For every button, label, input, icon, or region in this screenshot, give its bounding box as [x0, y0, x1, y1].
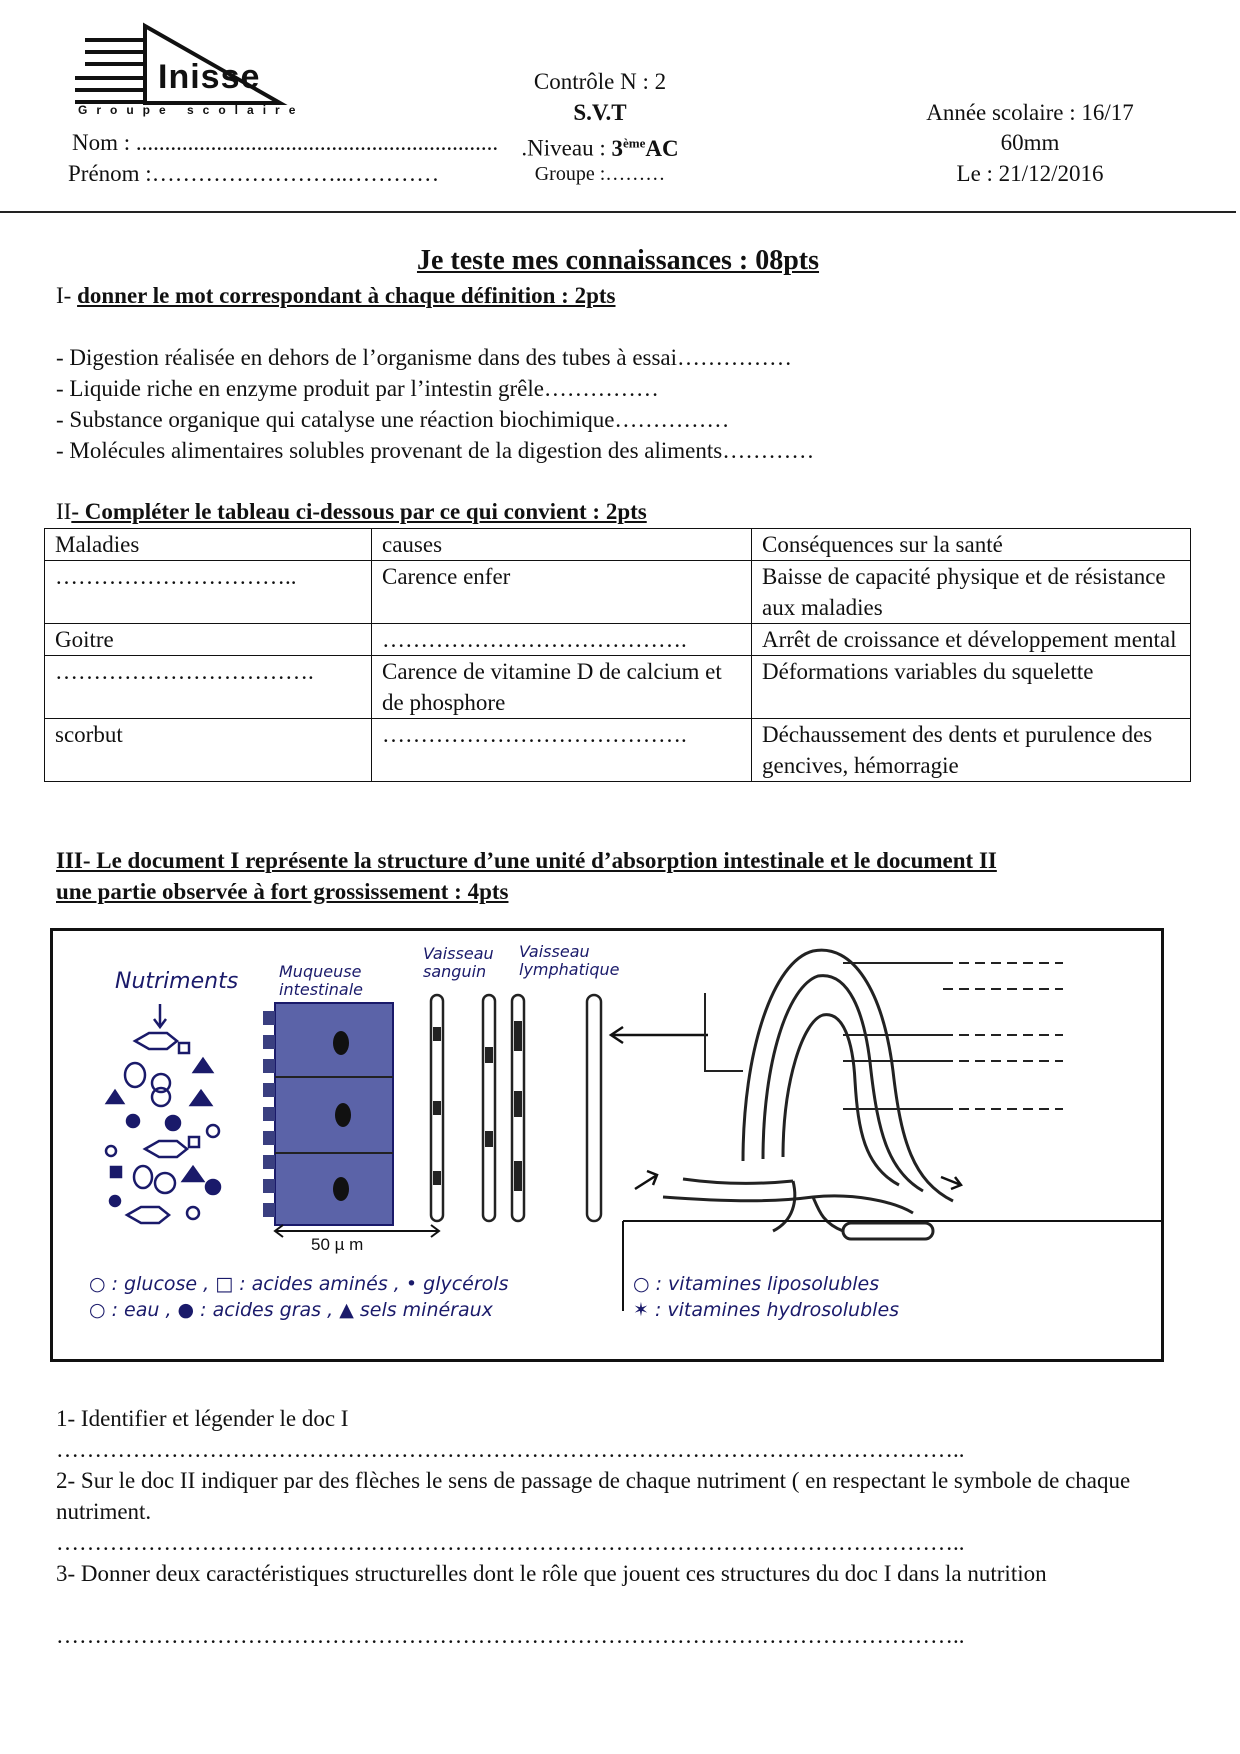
answer-line[interactable]: ………………………………………………………………………………………………………..	[56, 1530, 965, 1555]
prenom-field: Prénom :……………………..…………	[68, 161, 440, 186]
table-row	[45, 561, 1191, 624]
label-vaisseau-lymphatique: Vaisseau lymphatique	[519, 942, 620, 979]
table-cell: …………………………….	[45, 656, 372, 719]
legend-line: ○ : glucose , □ : acides aminés , • glycérols	[89, 1273, 509, 1295]
table-cell: Goitre	[45, 624, 372, 656]
table-cell: scorbut	[45, 719, 372, 782]
school-year: Année scolaire : 16/17	[926, 100, 1134, 125]
controle-number: Contrôle N : 2	[533, 69, 667, 94]
table-cell: Carence de vitamine D de calcium et de phosphore	[372, 656, 752, 719]
diseases-table	[44, 528, 1191, 782]
logo-name: Inisse	[158, 58, 261, 96]
table-cell: ………………………………….	[372, 624, 752, 656]
answer-line[interactable]: ………………………………………………………………………………………………………..	[56, 1623, 965, 1648]
part1-item: - Substance organique qui catalyse une réaction biochimique……………	[56, 407, 730, 432]
part2-heading: II- Compléter le tableau ci-dessous par ce qui convient : 2pts	[56, 499, 647, 524]
label-muqueuse: Muqueuse intestinale	[279, 962, 363, 999]
duration: 60mm	[1000, 130, 1060, 155]
column-header: Conséquences sur la santé	[752, 529, 1191, 561]
header-divider	[0, 211, 1236, 213]
question-3: 3- Donner deux caractéristiques structurelles dont le rôle que jouent ces structures du doc I dans la nutrition	[56, 1561, 1047, 1586]
table-row	[45, 624, 1191, 656]
table-cell: …………………………..	[45, 561, 372, 624]
nom-field: Nom : ...............................................................	[72, 130, 499, 155]
legend-line: ○ : vitamines liposolubles	[633, 1273, 880, 1295]
legend-line: ✶ : vitamines hydrosolubles	[633, 1299, 900, 1321]
table-cell: ………………………………….	[372, 719, 752, 782]
logo-subtitle: Groupe scolaire	[78, 103, 305, 117]
groupe: Groupe :………	[534, 163, 666, 185]
nutrients-cluster	[106, 1004, 220, 1223]
page-title: Je teste mes connaissances : 08pts	[416, 245, 820, 276]
table-cell: Arrêt de croissance et développement mental	[752, 624, 1191, 656]
subject: S.V.T	[573, 100, 627, 125]
table-cell: Baisse de capacité physique et de résistance aux maladies	[752, 561, 1191, 624]
mucosa-drawing	[263, 1003, 439, 1237]
question-1: 1- Identifier et légender le doc I	[56, 1406, 349, 1431]
table-row	[45, 719, 1191, 782]
part1-item: - Liquide riche en enzyme produit par l’intestin grêle……………	[56, 376, 659, 401]
document-figure	[50, 928, 1164, 1362]
table-row	[45, 656, 1191, 719]
villus-drawing	[663, 950, 953, 1239]
question-2: 2- Sur le doc II indiquer par des flèches le sens de passage de chaque nutriment ( en respectant le symbole de chaque nutriment.	[56, 1468, 1131, 1524]
scale-label: 50 µ m	[311, 1235, 364, 1254]
legend-line: ○ : eau , ● : acides gras , ▲ sels minéraux	[89, 1299, 493, 1321]
label-nutriments: Nutriments	[115, 969, 239, 994]
niveau: .Niveau : 3èmeAC	[521, 135, 679, 161]
label-vaisseau-sanguin: Vaisseau sanguin	[423, 944, 494, 981]
table-header-row	[45, 529, 1191, 561]
part1-item: - Molécules alimentaires solubles provenant de la digestion des aliments…………	[56, 438, 815, 463]
part1-item: - Digestion réalisée en dehors de l’organisme dans des tubes à essai……………	[56, 345, 793, 370]
part1-heading: I- donner le mot correspondant à chaque définition : 2pts	[56, 283, 616, 308]
part3-heading-line2: une partie observée à fort grossissement : 4pts	[56, 879, 509, 904]
part3-heading-line1: III- Le document I représente la structure d’une unité d’absorption intestinale et le document II	[56, 848, 997, 873]
table-cell: Carence enfer	[372, 561, 752, 624]
column-header: causes	[372, 529, 752, 561]
table-cell: Déformations variables du squelette	[752, 656, 1191, 719]
column-header: Maladies	[45, 529, 372, 561]
table-cell: Déchaussement des dents et purulence des gencives, hémorragie	[752, 719, 1191, 782]
answer-line[interactable]: ………………………………………………………………………………………………………..	[56, 1437, 965, 1462]
exam-date: Le : 21/12/2016	[956, 161, 1104, 186]
